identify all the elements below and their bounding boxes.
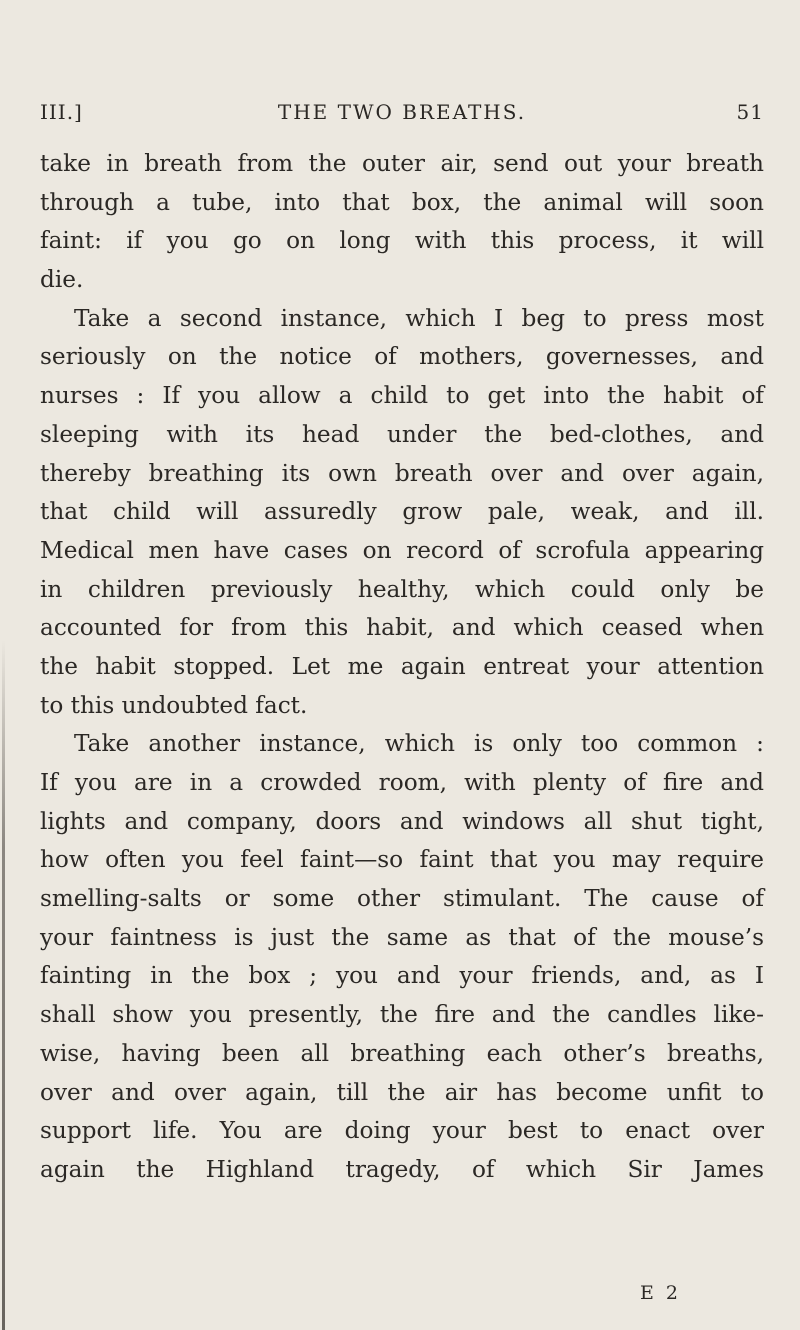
text-line: die.	[40, 266, 84, 294]
chapter-number: III.]	[40, 100, 83, 124]
text-line: the habit stopped. Let me again entreat your attention	[40, 652, 764, 680]
text-line: fainting in the box ; you and your friends, and, as I	[40, 962, 764, 990]
text-line: smelling-salts or some other stimulant. The cause of	[40, 885, 764, 913]
text-line: how often you feel faint—so faint that you may require	[40, 846, 764, 874]
text-line: that child will assuredly grow pale, weak, and ill.	[40, 498, 764, 526]
text-line: If you are in a crowded room, with plenty of fire and	[40, 769, 764, 796]
printer-signature-mark: E 2	[640, 1282, 681, 1304]
page-number: 51	[736, 100, 764, 124]
text-line: nurses : If you allow a child to get into the habit of	[40, 382, 764, 410]
text-line: thereby breathing its own breath over and over again,	[40, 459, 764, 487]
text-line: Medical men have cases on record of scrofula appearing	[40, 536, 764, 564]
text-line: wise, having been all breathing each other’s breaths,	[40, 1039, 764, 1067]
text-line: over and over again, till the air has become unfit to	[40, 1078, 764, 1106]
text-line: sleeping with its head under the bed-clothes, and	[40, 420, 764, 448]
text-line: shall show you presently, the fire and the candles like-	[40, 1001, 764, 1029]
page-edge-shadow	[2, 640, 5, 1330]
running-title: THE TWO BREATHS.	[277, 100, 527, 124]
text-line: again the Highland tragedy, of which Sir James	[40, 1155, 764, 1183]
text-line: lights and company, doors and windows all shut tight,	[40, 807, 764, 835]
text-line: Take another instance, which is only too common :	[74, 730, 764, 758]
text-line: seriously on the notice of mothers, governesses, and	[40, 343, 764, 371]
text-line: your faintness is just the same as that of the mouse’s	[40, 923, 764, 951]
text-line: take in breath from the outer air, send out your breath	[40, 150, 764, 177]
running-header	[40, 100, 764, 130]
text-line: in children previously healthy, which could only be	[40, 575, 764, 603]
text-line: through a tube, into that box, the animal will soon	[40, 188, 764, 216]
text-line: support life. You are doing your best to enact over	[40, 1117, 764, 1145]
text-line: to this undoubted fact.	[40, 691, 308, 719]
text-line: faint: if you go on long with this process, it will	[40, 227, 764, 255]
body-text	[40, 145, 764, 1190]
text-line: accounted for from this habit, and which ceased when	[40, 614, 764, 642]
text-line: Take a second instance, which I beg to press most	[74, 304, 764, 332]
